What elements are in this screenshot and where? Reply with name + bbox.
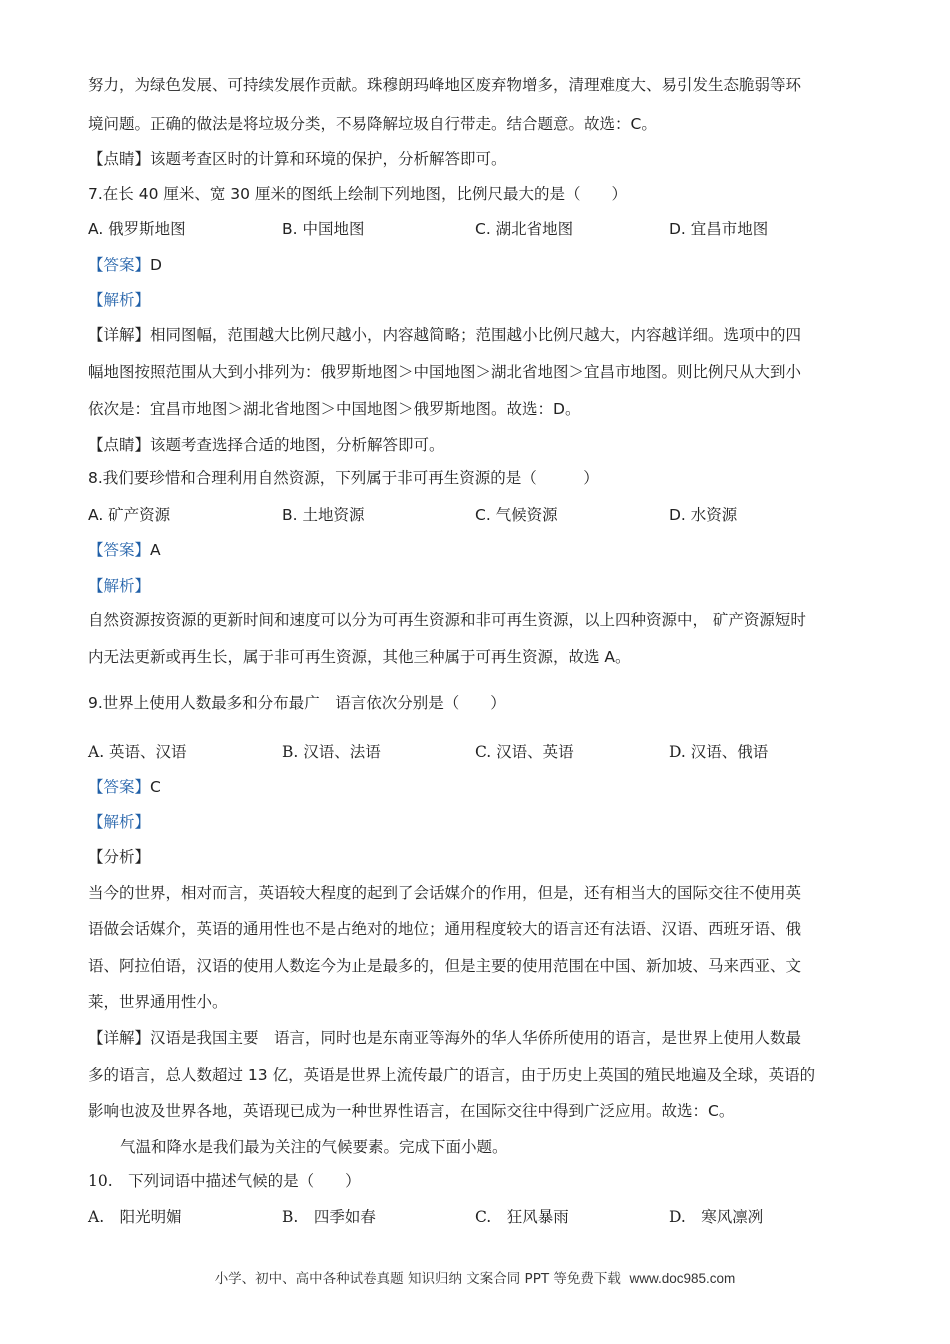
- q7-detail-line: [88, 324, 801, 346]
- q9-option-c: C. 汉语、英语: [475, 743, 574, 761]
- question-7-stem: 7.在长 40 厘米、宽 30 厘米的图纸上绘制下列地图，比例尺最大的是（ ）: [88, 185, 627, 203]
- q8-answer-line: [88, 539, 161, 561]
- q7-option-a: A. 俄罗斯地图: [88, 220, 186, 238]
- page-footer: [0, 1267, 950, 1287]
- q7-option-c: C. 湖北省地图: [475, 220, 574, 238]
- question-10-stem: 10. 下列词语中描述气候的是（ ）: [88, 1172, 361, 1190]
- answer-tag: 【答案】: [88, 256, 151, 274]
- paragraph-line: 影响也波及世界各地，英语现已成为一种世界性语言，在国际交往中得到广泛应用。故选：C。: [88, 1102, 735, 1120]
- q8-option-c: C. 气候资源: [475, 506, 558, 524]
- q8-option-d: D. 水资源: [669, 506, 738, 524]
- q7-analysis-tag: 【解析】: [88, 291, 151, 309]
- answer-value: C: [150, 778, 161, 796]
- q9-fenxi-tag: 【分析】: [88, 848, 151, 866]
- answer-tag: 【答案】: [88, 541, 151, 559]
- dianjing-tag: 【点睛】: [88, 436, 151, 454]
- dianjing-text: 该题考查区时的计算和环境的保护，分析解答即可。: [150, 150, 507, 168]
- q9-option-d: D. 汉语、俄语: [669, 743, 769, 761]
- paragraph-line: 内无法更新或再生长，属于非可再生资源，其他三种属于可再生资源，故选 A。: [88, 648, 631, 666]
- answer-value: A: [150, 541, 161, 559]
- q9-option-a: A. 英语、汉语: [88, 743, 187, 761]
- question-8-stem: 8.我们要珍惜和合理利用自然资源，下列属于非可再生资源的是（ ）: [88, 469, 599, 487]
- answer-tag: 【答案】: [88, 778, 151, 796]
- paragraph-line: 努力，为绿色发展、可持续发展作贡献。珠穆朗玛峰地区废弃物增多，清理难度大、易引发生态脆弱等环: [88, 76, 802, 94]
- dianjing-tag: 【点睛】: [88, 150, 151, 168]
- q10-option-c: C. 狂风暴雨: [475, 1208, 569, 1226]
- paragraph-line: 语做会话媒介，英语的通用性也不是占绝对的地位；通用程度较大的语言还有法语、汉语、西班牙语、俄: [88, 920, 802, 938]
- paragraph-line: 依次是：宜昌市地图＞湖北省地图＞中国地图＞俄罗斯地图。故选：D。: [88, 400, 581, 418]
- q9-option-b: B. 汉语、法语: [282, 743, 381, 761]
- paragraph-line: 当今的世界，相对而言，英语较大程度的起到了会话媒介的作用，但是，还有相当大的国际交往不使用英: [88, 884, 802, 902]
- detail-text: 相同图幅，范围越大比例尺越小，内容越简略；范围越小比例尺越大，内容越详细。选项中的四: [150, 326, 802, 344]
- answer-value: D: [150, 256, 162, 274]
- paragraph-line: 莱，世界通用性小。: [88, 993, 228, 1011]
- q8-option-a: A. 矿产资源: [88, 506, 171, 524]
- q7-option-d: D. 宜昌市地图: [669, 220, 769, 238]
- question-9-stem: 9.世界上使用人数最多和分布最广 语言依次分别是（ ）: [88, 694, 506, 712]
- q10-option-b: B. 四季如春: [282, 1208, 376, 1226]
- paragraph-line: 境问题。正确的做法是将垃圾分类，不易降解垃圾自行带走。结合题意。故选：C。: [88, 115, 657, 133]
- q9-analysis-tag: 【解析】: [88, 813, 151, 831]
- q7-dianjing-line: [88, 434, 445, 456]
- detail-tag: 【详解】: [88, 1029, 151, 1047]
- paragraph-line: 自然资源按资源的更新时间和速度可以分为可再生资源和非可再生资源，以上四种资源中， 矿产资源短时: [88, 611, 806, 629]
- paragraph-line: 语、阿拉伯语，汉语的使用人数迄今为止是最多的，但是主要的使用范围在中国、新加坡、马来西亚、文: [88, 957, 802, 975]
- footer-url[interactable]: www.doc985.com: [629, 1271, 736, 1286]
- paragraph-line: 多的语言，总人数超过 13 亿，英语是世界上流传最广的语言，由于历史上英国的殖民地遍及全球，英语的: [88, 1066, 816, 1084]
- q10-option-a: A. 阳光明媚: [88, 1208, 182, 1226]
- q9-answer-line: [88, 776, 161, 798]
- group-intro: 气温和降水是我们最为关注的气候要素。完成下面小题。: [120, 1138, 508, 1156]
- dianjing-text: 该题考查选择合适的地图，分析解答即可。: [150, 436, 445, 454]
- q7-option-b: B. 中国地图: [282, 220, 365, 238]
- detail-text: 汉语是我国主要 语言，同时也是东南亚等海外的华人华侨所使用的语言，是世界上使用人数最: [150, 1029, 802, 1047]
- paragraph-line: 幅地图按照范围从大到小排列为：俄罗斯地图＞中国地图＞湖北省地图＞宜昌市地图。则比例尺从大到小: [88, 363, 802, 381]
- q10-option-d: D. 寒风凛冽: [669, 1208, 764, 1226]
- dianjing-line: [88, 148, 507, 170]
- q8-option-b: B. 土地资源: [282, 506, 365, 524]
- q7-answer-line: [88, 254, 162, 276]
- q9-detail-line: [88, 1027, 801, 1049]
- detail-tag: 【详解】: [88, 326, 151, 344]
- q8-analysis-tag: 【解析】: [88, 577, 151, 595]
- footer-text: 小学、初中、高中各种试卷真题 知识归纳 文案合同 PPT 等免费下载: [214, 1271, 621, 1287]
